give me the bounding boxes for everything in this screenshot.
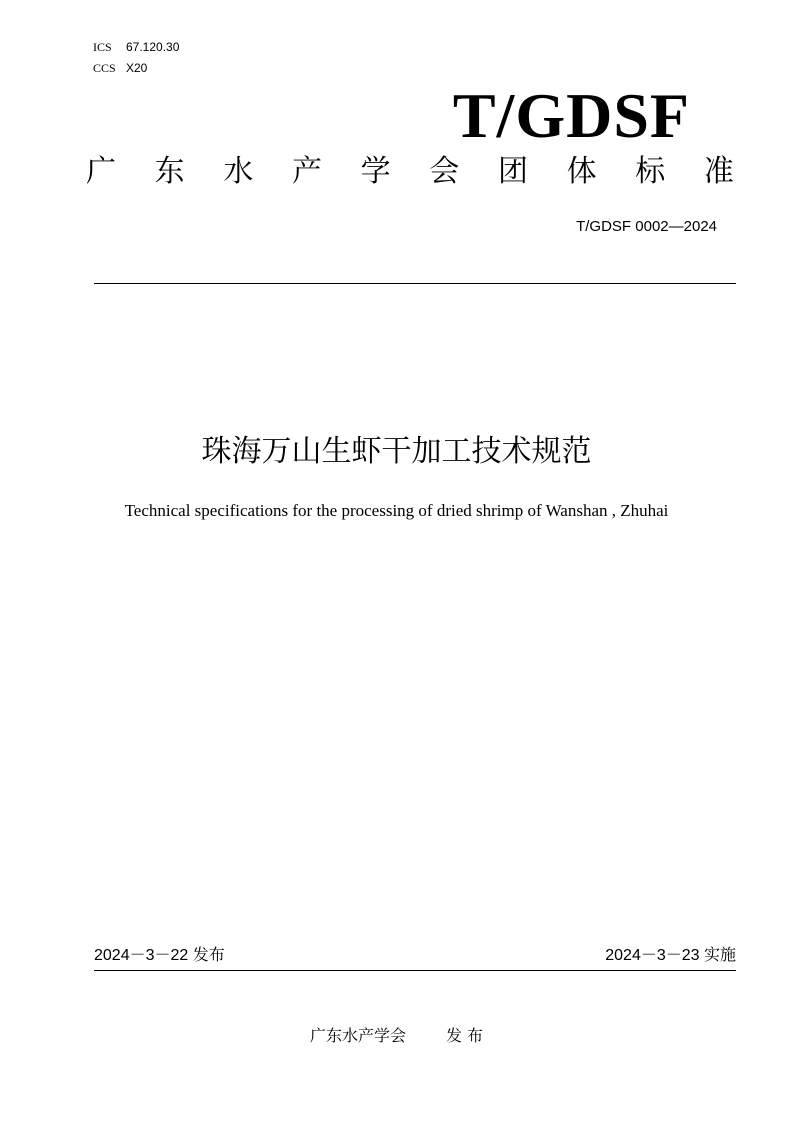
standard-number: T/GDSF 0002—2024 xyxy=(576,218,717,235)
organization-title xyxy=(86,152,734,192)
ccs-value: X20 xyxy=(126,61,148,75)
ics-label: ICS xyxy=(93,40,112,54)
org-title-char: 水 xyxy=(223,154,254,189)
publisher-line xyxy=(0,1025,793,1047)
ccs-code xyxy=(93,61,147,75)
publisher-name: 广东水产学会 xyxy=(309,1026,406,1045)
org-title-char: 东 xyxy=(154,154,185,189)
ics-code xyxy=(93,40,179,54)
document-title-english: Technical specifications for the processing of dried shrimp of Wanshan , Zhuhai xyxy=(124,501,669,520)
org-title-char: 广 xyxy=(86,154,116,189)
ccs-label: CCS xyxy=(93,61,116,75)
publish-date: 2024－3－22 发布 xyxy=(94,947,225,964)
ics-value: 67.120.30 xyxy=(126,40,180,54)
header-divider xyxy=(94,283,736,284)
org-title-char: 会 xyxy=(429,154,460,189)
org-title-char: 准 xyxy=(703,154,734,189)
standard-brand-mark: T/GDSF xyxy=(452,80,690,151)
implement-date: 2024－3－23 实施 xyxy=(605,947,736,964)
document-title-chinese: 珠海万山生虾干加工技术规范 xyxy=(201,434,592,469)
publisher-action: 发 布 xyxy=(445,1026,484,1045)
org-title-char: 产 xyxy=(291,154,322,189)
org-title-char: 团 xyxy=(497,154,528,189)
org-title-char: 标 xyxy=(635,154,666,189)
org-title-char: 学 xyxy=(360,154,391,189)
org-title-char: 体 xyxy=(566,154,597,189)
footer-divider xyxy=(94,970,736,971)
